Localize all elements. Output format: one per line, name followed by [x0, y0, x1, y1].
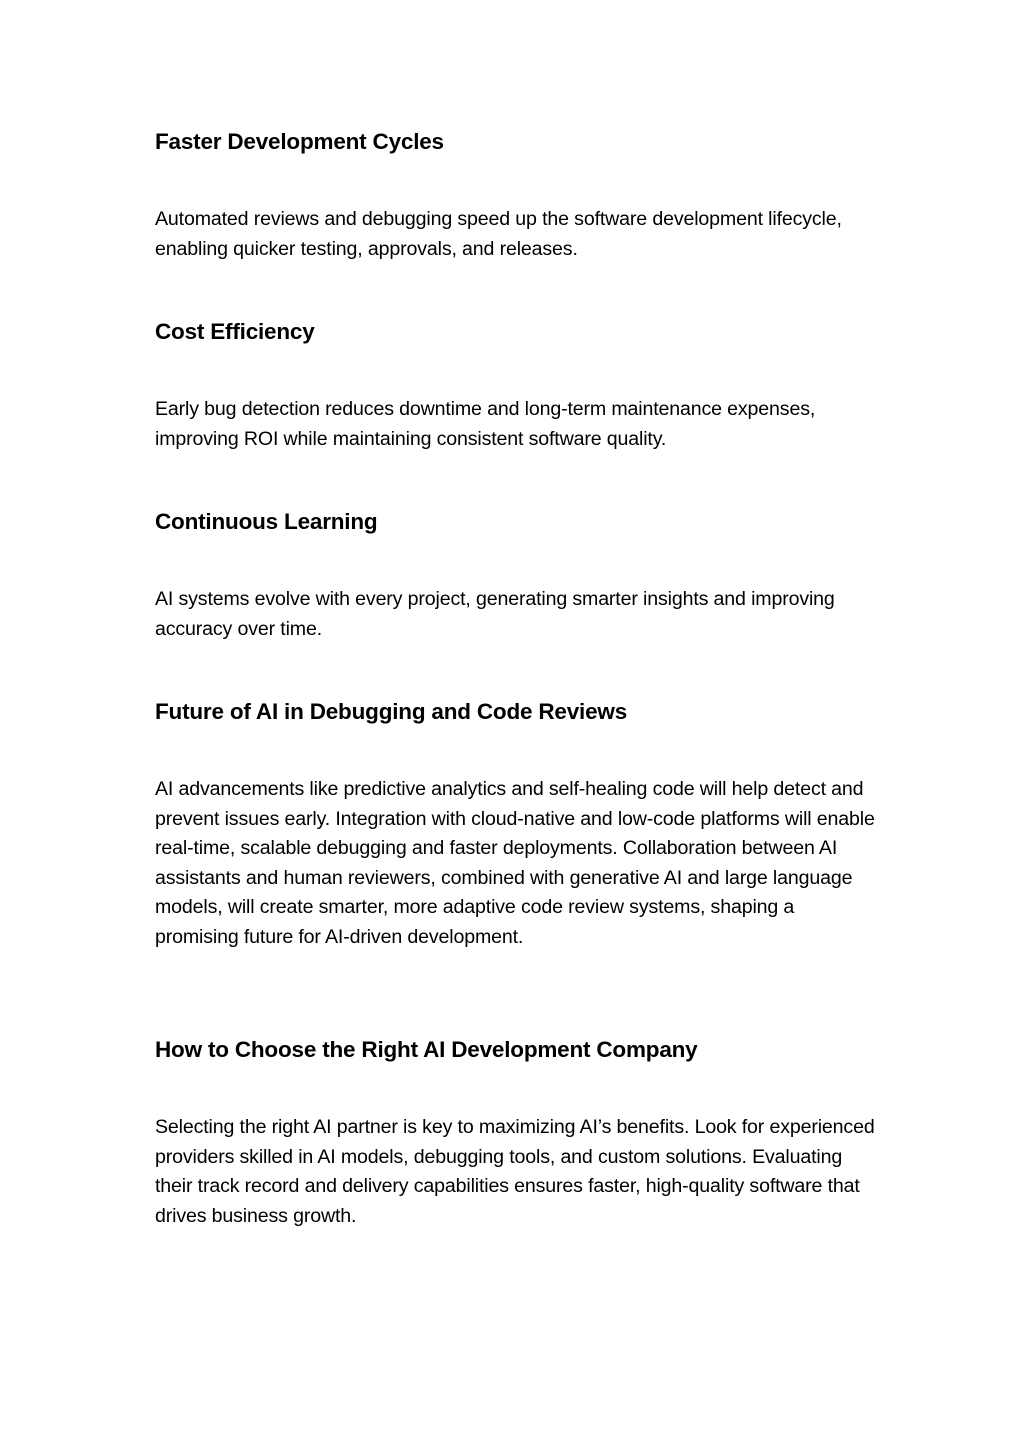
section-paragraph-future-of-ai: AI advancements like predictive analytics and self-healing code will help detect and prevent issues early. Integration with cloud-native and low-code platforms will enable real-time, scalable debugging and faster deployments. Collaboration between AI assistants and human reviewers, combined with generative AI and large language models, will create smarter, more adaptive code review systems, shaping a promising future for AI-driven development. [155, 778, 875, 948]
section-paragraph-continuous-learning: AI systems evolve with every project, generating smarter insights and improving accuracy over time. [155, 588, 835, 640]
section-heading-choose-ai-company: How to Choose the Right AI Development Company [155, 1037, 698, 1062]
section-heading-continuous-learning: Continuous Learning [155, 509, 378, 534]
section-heading-future-of-ai: Future of AI in Debugging and Code Reviews [155, 699, 628, 724]
section-paragraph-choose-ai-company: Selecting the right AI partner is key to maximizing AI’s benefits. Look for experienced providers skilled in AI models, debugging tools, and custom solutions. Evaluating their track record and delivery capabilities ensures faster, high-quality software that drives business growth. [155, 1116, 875, 1227]
document-content [155, 127, 875, 1231]
section-heading-faster-development-cycles: Faster Development Cycles [155, 129, 444, 154]
section-paragraph-cost-efficiency: Early bug detection reduces downtime and long-term maintenance expenses, improving ROI while maintaining consistent software quality. [155, 398, 816, 450]
section-heading-cost-efficiency: Cost Efficiency [155, 319, 315, 344]
section-paragraph-faster-development-cycles: Automated reviews and debugging speed up the software development lifecycle, enabling quicker testing, approvals, and releases. [155, 208, 842, 260]
